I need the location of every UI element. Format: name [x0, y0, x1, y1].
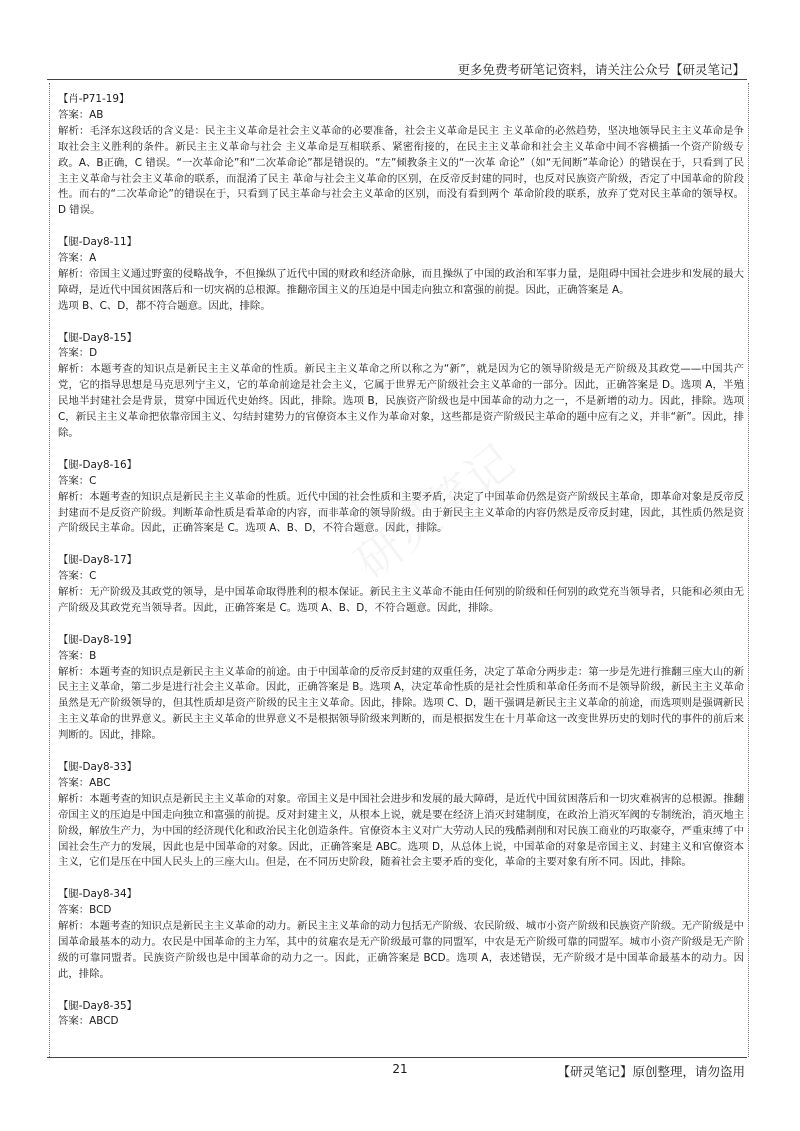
question-code: 【肖-P71-19】	[58, 93, 130, 105]
footer-note: 【研灵笔记】原创整理，请勿盗用	[557, 1064, 745, 1079]
question-code: 【腿-Day8-17】	[58, 554, 138, 567]
explanation-paragraph: 解析：帝国主义通过野蛮的侵略战争，不但操纵了近代中国的财政和经济命脉，而且操纵了中国的政治和军事力量，是阻碍中国社会进步和发展的最大障碍，是近代中国贫困落后和一切灾祸的总根源。推翻帝国主义的压迫是中国走向独立和富强的前提。因此，正确答案是 A。	[58, 267, 744, 296]
question-entry	[58, 331, 744, 442]
header-note: 更多免费考研笔记资料，请关注公众号【研灵笔记】	[457, 62, 745, 77]
answer-explanations	[58, 92, 744, 1030]
answer-line: 答案：BCD	[58, 904, 112, 917]
answer-line: 答案：D	[58, 347, 98, 360]
explanation-paragraph: 解析：本题考查的知识点是新民主主义革命的性质。近代中国的社会性质和主要矛盾，决定了中国革命仍然是资产阶级民主革命，即革命对象是反帝反封建而不是反资产阶级。判断革命性质是看革命的内容，而非革命的领导阶级。由于新民主主义革命的内容仍然是反帝反封建，因此，其性质仍然是资产阶级民主革命。因此，正确答案是 C。选项 A、B、D，不符合题意。因此，排除。	[58, 490, 744, 535]
question-entry	[58, 235, 744, 315]
answer-line: 答案：A	[58, 252, 97, 265]
question-code: 【腿-Day8-33】	[58, 760, 138, 773]
question-entry	[58, 553, 744, 617]
question-code: 【腿-Day8-34】	[58, 888, 138, 901]
question-code: 【腿-Day8-16】	[58, 458, 138, 471]
answer-line: 答案：ABC	[58, 776, 111, 789]
answer-line: 答案：AB	[58, 108, 104, 121]
explanation-paragraph: 解析：本题考查的知识点是新民主主义革命的对象。帝国主义是中国社会进步和发展的最大障碍，是近代中国贫困落后和一切灾难祸害的总根源。推翻帝国主义的压迫是中国走向独立和富强的前提。反对封建主义，从根本上说，就是要在经济上消灭封建制度，在政治上消灭军阀的专制统治，消灭地主阶级，解放生产力，为中国的经济现代化和政治民主化创造条件。官僚资本主义对广大劳动人民的残酷剥削和对民族工商业的巧取豪夺，严重束缚了中国社会生产力的发展，因此也是中国革命的对象。因此，正确答案是 ABC。选项 D，从总体上说，中国革命的对象是帝国主义、封建主义和官僚资本主义，它们是压在中国人民头上的三座大山。但是，在不同历史阶段，随着社会主要矛盾的变化，革命的主要对象有所不同。因此，排除。	[58, 792, 744, 869]
explanation-paragraph: 选项 B、C、D，都不符合题意。因此，排除。	[58, 299, 271, 312]
question-entry	[58, 999, 744, 1031]
question-code: 【腿-Day8-19】	[58, 633, 138, 646]
answer-line: 答案：ABCD	[58, 1015, 119, 1028]
question-entry	[58, 458, 744, 538]
answer-line: 答案：C	[58, 570, 97, 583]
explanation-paragraph: 解析：本题考查的知识点是新民主主义革命的前途。由于中国革命的反帝反封建的双重任务，决定了革命分两步走：第一步是先进行推翻三座大山的新民主主义革命，第二步是进行社会主义革命。因此，正确答案是 B。选项 A，决定革命性质的是社会性质和革命任务而不是领导阶级，新民主主义革命虽然是无产阶级领导的，但其性质却是资产阶级的民主主义革命。因此，排除。选项 C、D，题干强调是新民主主义革命的前途，而选项则是强调新民主主义革命的世界意义。新民主主义革命的世界意义不是根据领导阶级来判断的，而是根据发生在十月革命这一改变世界历史的划时代的事件的前后来判断的。因此，排除。	[58, 665, 744, 742]
explanation-paragraph: 解析：本题考查的知识点是新民主主义革命的性质。新民主主义革命之所以称之为“新”，就是因为它的领导阶级是无产阶级及其政党——中国共产党，它的指导思想是马克思列宁主义，它的革命前途是社会主义，它属于世界无产阶级社会主义革命的一部分。因此，正确答案是 D。选项 A，半殖民地半封建社会是背景，贯穿中国近代史始终。因此，排除。选项 B，民族资产阶级也是中国革命的动力之一，不是新增的动力。因此，排除。选项 C，新民主主义革命把依靠帝国主义、勾结封建势力的官僚资本主义作为革命对象，这些都是资产阶级民主革命的题中应有之义，并非“新”。因此，排除。	[58, 363, 744, 439]
question-entry	[58, 633, 744, 744]
answer-line: 答案：B	[58, 649, 97, 662]
answer-line: 答案：C	[58, 474, 97, 487]
question-entry	[58, 887, 744, 982]
explanation-paragraph: 解析：本题考查的知识点是新民主主义革命的动力。新民主主义革命的动力包括无产阶级、农民阶级、城市小资产阶级和民族资产阶级。无产阶级是中国革命最基本的动力。农民是中国革命的主力军，其中的贫雇农是无产阶级最可靠的同盟军，中农是无产阶级可靠的同盟军。城市小资产阶级是无产阶级的可靠同盟者。民族资产阶级也是中国革命的动力之一。因此，正确答案是 BCD。选项 A，表述错误，无产阶级才是中国革命最基本的动力。因此，排除。	[58, 920, 744, 980]
explanation-paragraph: 解析：无产阶级及其政党的领导，是中国革命取得胜利的根本保证。新民主主义革命不能由任何别的阶级和任何别的政党充当领导者，只能和必须由无产阶级及其政党充当领导者。因此，正确答案是 C。选项 A、B、D，不符合题意。因此，排除。	[58, 586, 744, 614]
question-entry	[58, 92, 744, 219]
question-entry	[58, 760, 744, 871]
question-code: 【腿-Day8-11】	[58, 236, 138, 249]
page-number: 21	[392, 1062, 408, 1076]
question-code: 【腿-Day8-35】	[58, 999, 138, 1012]
header-divider	[47, 79, 747, 80]
footer-divider	[47, 1057, 747, 1058]
question-code: 【腿-Day8-15】	[58, 331, 138, 344]
explanation-paragraph: 解析：毛泽东这段话的含义是：民主主义革命是社会主义革命的必要准备，社会主义革命是民主 主义革命的必然趋势，坚决地领导民主主义革命是争取社会主义胜利的条件。新民主主义革命与社会 主义革命是互相联系、紧密衔接的，在民主主义革命和社会主义革命中间不容横插一个资产阶级专 政。A、B正确，C 错误。“一次革命论”和“二次革命论”都是错误的。“左”倾教条主义的“一次革 命论”（如“无间断”革命论）的错误在于，只看到了民主主义革命与社会主义革命的联系，而混淆了民主 革命与社会主义革命的区别，在反帝反封建的同时，也反对民族资产阶级，否定了中国革命的阶段 性。而右的“二次革命论”的错误在于，只看到了民主革命与社会主义革命的区别，而没有看到两个 革命阶段的联系，放弃了党对民主革命的领导权。 D 错误。	[58, 124, 744, 217]
